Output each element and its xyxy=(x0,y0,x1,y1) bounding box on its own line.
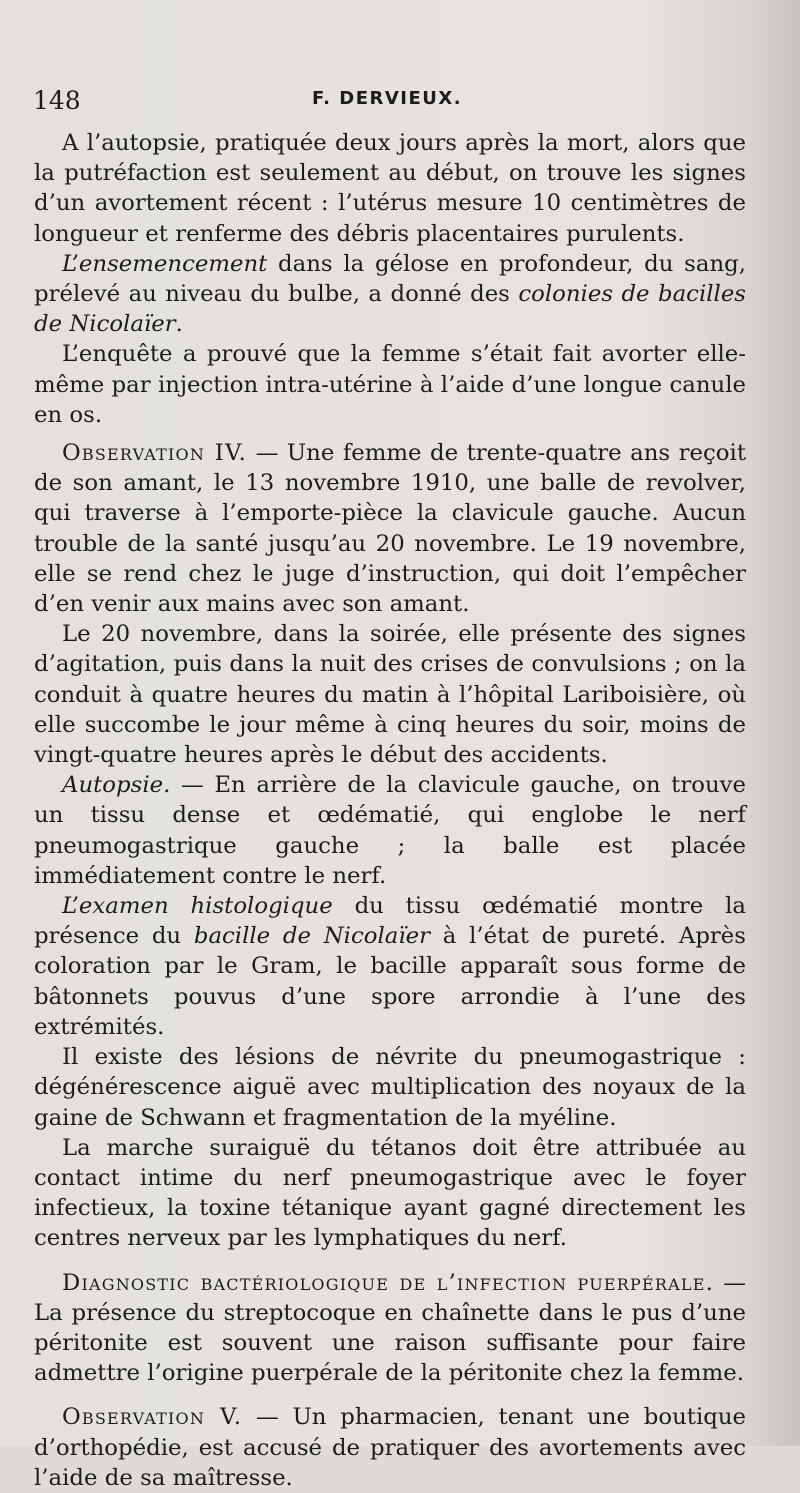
page-header xyxy=(0,86,800,118)
paragraph-november-20: Le 20 novembre, dans la soirée, elle présente des signes d’agitation, puis dans la nuit des crises de convulsions ; on la conduit à quatre heures du matin à l’hôpital Lariboisière, où elle succombe le jour même à cinq heures du soir, moins de vingt-quatre heures après le début des accidents. xyxy=(34,621,746,769)
heading-observation-4: Observation IV. xyxy=(62,440,248,467)
paragraph-observation-5-text: — Un pharmacien, tenant une boutique d’orthopédie, est accusé de pratiquer des avortements avec l’aide de sa maîtresse. xyxy=(34,1404,746,1491)
heading-observation-5: Observation V. xyxy=(62,1404,243,1431)
paragraph-culture xyxy=(34,249,746,340)
paragraph-observation-5 xyxy=(34,1402,746,1493)
paragraph-observation-4-text: — Une femme de trente-quatre ans reçoit de son amant, le 13 novembre 1910, une balle de revolver, qui traverse à l’emporte-pièce la clavicule gauche. Aucun trouble de la santé jusqu’au 20 novembre. Le 19 novembre, elle se rend chez le juge d’instruction, qui doit l’empêcher d’en venir aux mains avec son amant. xyxy=(34,440,746,618)
paragraph-culture-end: . xyxy=(175,311,183,338)
running-head: F. DERVIEUX. xyxy=(312,88,463,109)
paragraph-diagnostic-text: — La présence du streptocoque en chaînette dans le pus d’une péritonite est souvent une raison suffisante pour faire admettre l’origine puerpérale de la péritonite chez la femme. xyxy=(34,1269,746,1387)
paragraph-autopsie-text: — En arrière de la clavicule gauche, on trouve un tissu dense et œdématié, qui englobe le nerf pneumogastrique gauche ; la balle est placée immédiatement contre le nerf. xyxy=(34,772,746,889)
paragraph-diagnostic xyxy=(34,1268,746,1389)
paragraph-autopsie xyxy=(34,770,746,891)
heading-diagnostic: Diagnostic bactériologique de l’infection puerpérale. xyxy=(62,1269,715,1296)
paragraph-observation-4 xyxy=(34,438,746,619)
paragraph-inquiry: L’enquête a prouvé que la femme s’était fait avorter elle-même par injection intra-utérine à l’aide d’une longue canule en os. xyxy=(34,341,746,428)
term-autopsie: Autopsie. xyxy=(62,772,171,799)
term-ensemencement: L’ensemencement xyxy=(62,250,268,277)
term-examen-histologique: L’examen histologique xyxy=(62,893,333,920)
paragraph-histology-text: du tissu œdématié montre la présence du xyxy=(34,893,746,950)
paragraph-autopsy: A l’autopsie, pratiquée deux jours après la mort, alors que la putréfaction est seulement au début, on trouve les signes d’un avortement récent : l’utérus mesure 10 centimètres de longueur et renferme des débris placentaires purulents. xyxy=(34,130,746,247)
paragraph-histology-end: à l’état de pureté. Après coloration par le Gram, le bacille apparaît sous forme de bâtonnets pouvus d’une spore arrondie à l’une des extrémités. xyxy=(34,923,746,1040)
page-number: 148 xyxy=(33,86,81,115)
paragraph-histology xyxy=(34,891,746,1042)
body-text xyxy=(34,128,746,1493)
paragraph-tetanus: La marche suraiguë du tétanos doit être attribuée au contact intime du nerf pneumogastrique avec le foyer infectieux, la toxine tétanique ayant gagné directement les centres nerveux par les lymphatiques du nerf. xyxy=(34,1134,746,1252)
paragraph-culture-text: dans la gélose en profondeur, du sang, prélevé au niveau du bulbe, a donné des xyxy=(34,250,746,308)
term-colonies: colonies de bacilles de Nicolaïer xyxy=(34,281,747,338)
term-bacille: bacille de Nicolaïer xyxy=(193,923,431,950)
paragraph-lesions: Il existe des lésions de névrite du pneumogastrique : dégénérescence aiguë avec multiplication des noyaux de la gaine de Schwann et fragmentation de la myéline. xyxy=(34,1044,746,1131)
